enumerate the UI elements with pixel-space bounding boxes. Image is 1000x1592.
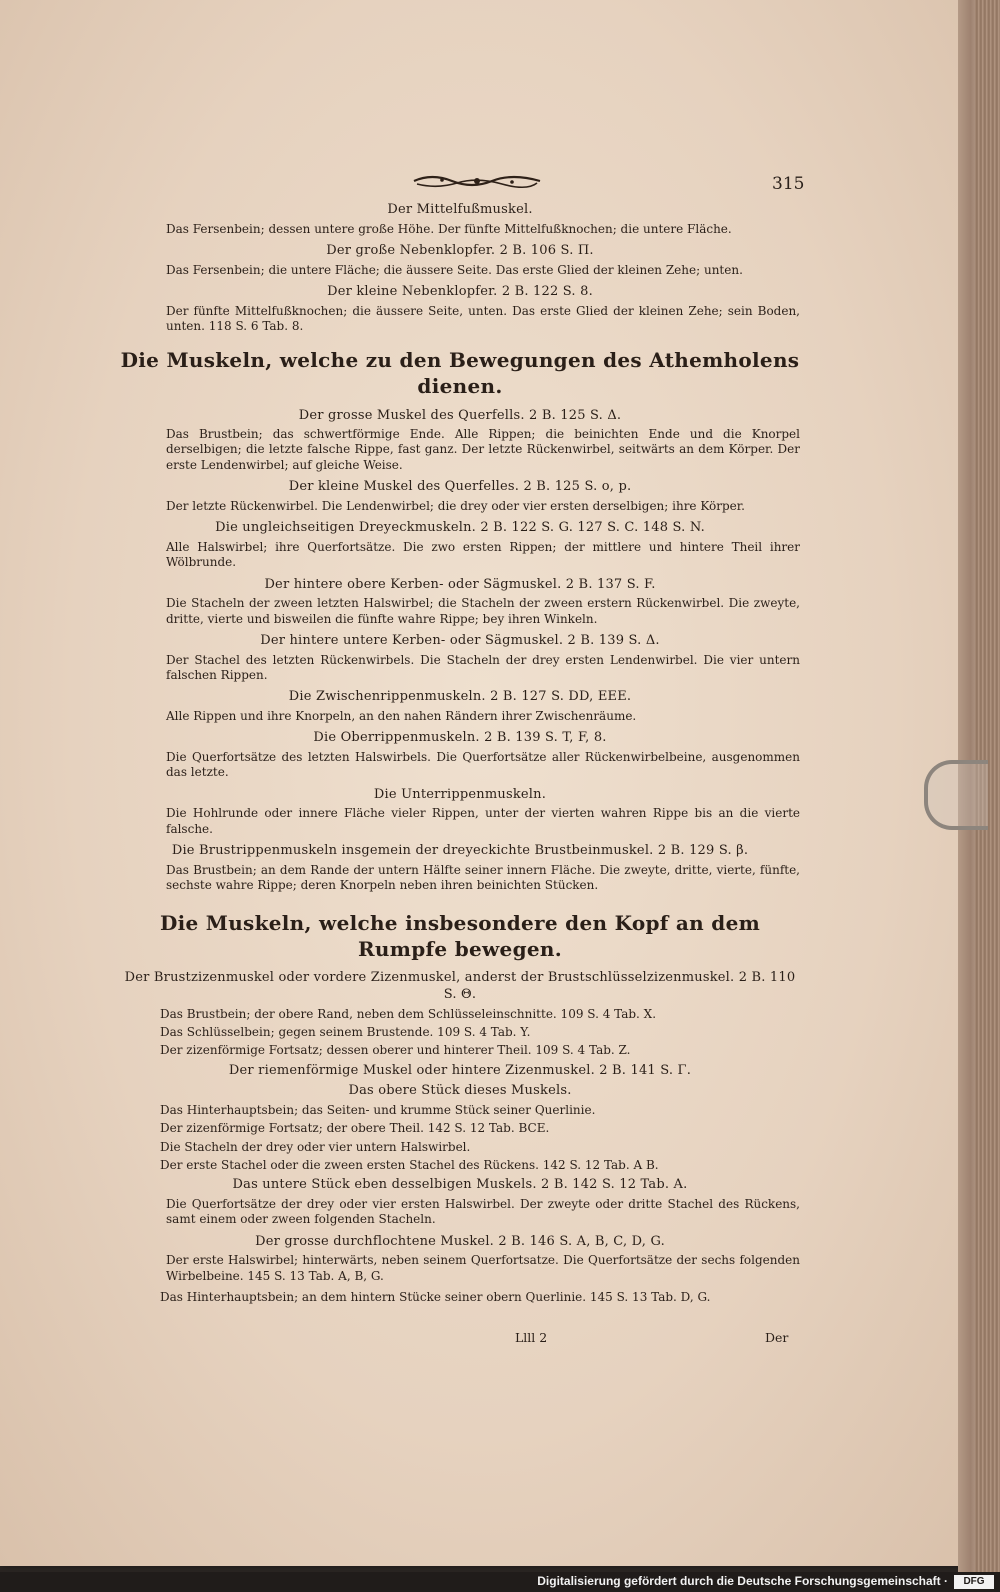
page-clip	[924, 760, 988, 830]
muscle-heading: Die ungleichseitigen Dreyeckmuskeln. 2 B. 122 S. G. 127 S. C. 148 S. N.	[215, 520, 705, 536]
attachment-paragraph: Die Stacheln der zween letzten Halswirbel; die Stacheln der zween erstern Rückenwirbel. Die zweyte, dritte, vierte und bisweilen die fünfte wahre Rippe; bey ihren Winkeln.	[166, 596, 800, 626]
muscle-heading: Der Mittelfußmuskel.	[387, 202, 533, 217]
muscle-heading: Die Zwischenrippenmuskeln. 2 B. 127 S. DD, EEE.	[288, 689, 632, 705]
attachment-line: Das Hinterhauptsbein; an dem hintern Stücke seiner obern Querlinie. 145 S. 13 Tab. D, G.	[160, 1290, 711, 1305]
muscle-heading: Das untere Stück eben desselbigen Muskels. 2 B. 142 S. 12 Tab. A.	[232, 1177, 688, 1193]
muscle-heading: Die Unterrippenmuskeln.	[373, 786, 547, 802]
muscle-heading: Das obere Stück dieses Muskels.	[348, 1083, 572, 1099]
muscle-heading: Der grosse Muskel des Querfells. 2 B. 125 S. Δ.	[298, 407, 622, 423]
attachment-paragraph: Das Fersenbein; dessen untere große Höhe. Der fünfte Mittelfußknochen; die untere Fläche.	[166, 221, 732, 236]
muscle-heading: Der kleine Nebenklopfer. 2 B. 122 S. 8.	[327, 283, 593, 299]
attachment-line: Die Stacheln der drey oder vier untern Halswirbel.	[160, 1139, 471, 1154]
muscle-heading: Der riemenförmige Muskel oder hintere Zizenmuskel. 2 B. 141 S. Γ.	[228, 1062, 692, 1078]
section-title: Die Muskeln, welche zu den Bewegungen des Athemholens dienen.	[120, 348, 800, 398]
attachment-paragraph: Der Stachel des letzten Rückenwirbels. Die Stacheln der drey ersten Lendenwirbel. Die vier untern falschen Rippen.	[166, 652, 800, 682]
attachment-paragraph: Der letzte Rückenwirbel. Die Lendenwirbel; die drey oder vier ersten derselbigen; ihre Körper.	[166, 498, 745, 513]
muscle-heading: Der grosse durchflochtene Muskel. 2 B. 146 S. A, B, C, D, G.	[255, 1233, 665, 1249]
attachment-line: Der zizenförmige Fortsatz; der obere Theil. 142 S. 12 Tab. BCE.	[160, 1121, 550, 1136]
dfg-logo: DFG	[954, 1575, 994, 1589]
ornament-vignette	[412, 171, 542, 191]
attachment-paragraph: Die Querfortsätze des letzten Halswirbels. Die Querfortsätze aller Rückenwirbelbeine, ausgenommen das letzte.	[166, 749, 800, 780]
attachment-line: Das Schlüsselbein; gegen seinem Brustende. 109 S. 4 Tab. Y.	[160, 1025, 531, 1040]
muscle-heading: Der hintere untere Kerben- oder Sägmuskel. 2 B. 139 S. Δ.	[260, 632, 660, 648]
attachment-line: Der zizenförmige Fortsatz; dessen oberer und hinterer Theil. 109 S. 4 Tab. Z.	[160, 1043, 631, 1058]
attachment-paragraph: Das Fersenbein; die untere Fläche; die äussere Seite. Das erste Glied der kleinen Zehe; unten.	[166, 262, 743, 277]
attachment-line: Der erste Stachel oder die zween ersten Stachel des Rückens. 142 S. 12 Tab. A B.	[160, 1158, 659, 1173]
attachment-paragraph: Alle Halswirbel; ihre Querfortsätze. Die zwo ersten Rippen; der mittlere und hintere Theil ihrer Wölbrunde.	[166, 539, 800, 570]
attachment-line: Das Hinterhauptsbein; das Seiten- und krumme Stück seiner Querlinie.	[160, 1103, 596, 1117]
page-number: 315	[772, 174, 805, 194]
muscle-heading: Die Brustrippenmuskeln insgemein der dreyeckichte Brustbeinmuskel. 2 B. 129 S. β.	[171, 842, 749, 858]
attachment-paragraph: Die Hohlrunde oder innere Fläche vieler Rippen, unter der vierten wahren Rippe bis an die vierte falsche.	[166, 806, 800, 836]
attachment-paragraph: Der erste Halswirbel; hinterwärts, neben seinem Querfortsatze. Die Querfortsätze der sechs folgenden Wirbelbeine. 145 S. 13 Tab. A, B, G.	[166, 1253, 800, 1283]
footer-credit: Digitalisierung gefördert durch die Deutsche Forschungsgemeinschaft ·	[537, 1574, 948, 1588]
muscle-heading: Der große Nebenklopfer. 2 B. 106 S. Π.	[326, 242, 594, 258]
muscle-heading: Der kleine Muskel des Querfelles. 2 B. 125 S. o, p.	[288, 479, 632, 495]
page-body	[120, 198, 800, 1308]
attachment-paragraph: Der fünfte Mittelfußknochen; die äussere Seite, unten. Das erste Glied der kleinen Zehe; sein Boden, unten. 118 S. 6 Tab. 8.	[166, 303, 800, 333]
muscle-heading: Die Oberrippenmuskeln. 2 B. 139 S. T, F, 8.	[313, 730, 607, 746]
attachment-line: Das Brustbein; der obere Rand, neben dem Schlüsseleinschnitte. 109 S. 4 Tab. X.	[160, 1006, 657, 1021]
muscle-heading: Der Brustzizenmuskel oder vordere Zizenmuskel, anderst der Brustschlüsselzizenmuskel. 2 B. 110 S. Θ.	[124, 970, 796, 1003]
sheet-signature: Llll 2	[515, 1330, 548, 1345]
custos-word: Der	[765, 1330, 789, 1345]
footer-bar	[0, 1572, 1000, 1592]
attachment-paragraph: Das Brustbein; das schwertförmige Ende. Alle Rippen; die beinichten Ende und die Knorpel derselbigen; die letzte falsche Rippe, fast ganz. Der letzte Rückenwirbel, seitwärts an dem Körper. Der erste Lendenwirbel; auf gleiche Weise.	[166, 427, 800, 472]
attachment-paragraph: Die Querfortsätze der drey oder vier ersten Halswirbel. Der zweyte oder dritte Stachel des Rückens, samt einem oder zween folgenden Stacheln.	[166, 1197, 800, 1227]
muscle-heading: Der hintere obere Kerben- oder Sägmuskel. 2 B. 137 S. F.	[264, 576, 656, 592]
attachment-paragraph: Das Brustbein; an dem Rande der untern Hälfte seiner innern Fläche. Die zweyte, dritte, vierte, fünfte, sechste wahre Rippe; deren Knorpeln neben ihren beinichten Stücken.	[166, 862, 800, 892]
attachment-paragraph: Alle Rippen und ihre Knorpeln, an den nahen Rändern ihrer Zwischenräume.	[166, 708, 637, 723]
section-title: Die Muskeln, welche insbesondere den Kopf an dem Rumpfe bewegen.	[159, 911, 761, 961]
